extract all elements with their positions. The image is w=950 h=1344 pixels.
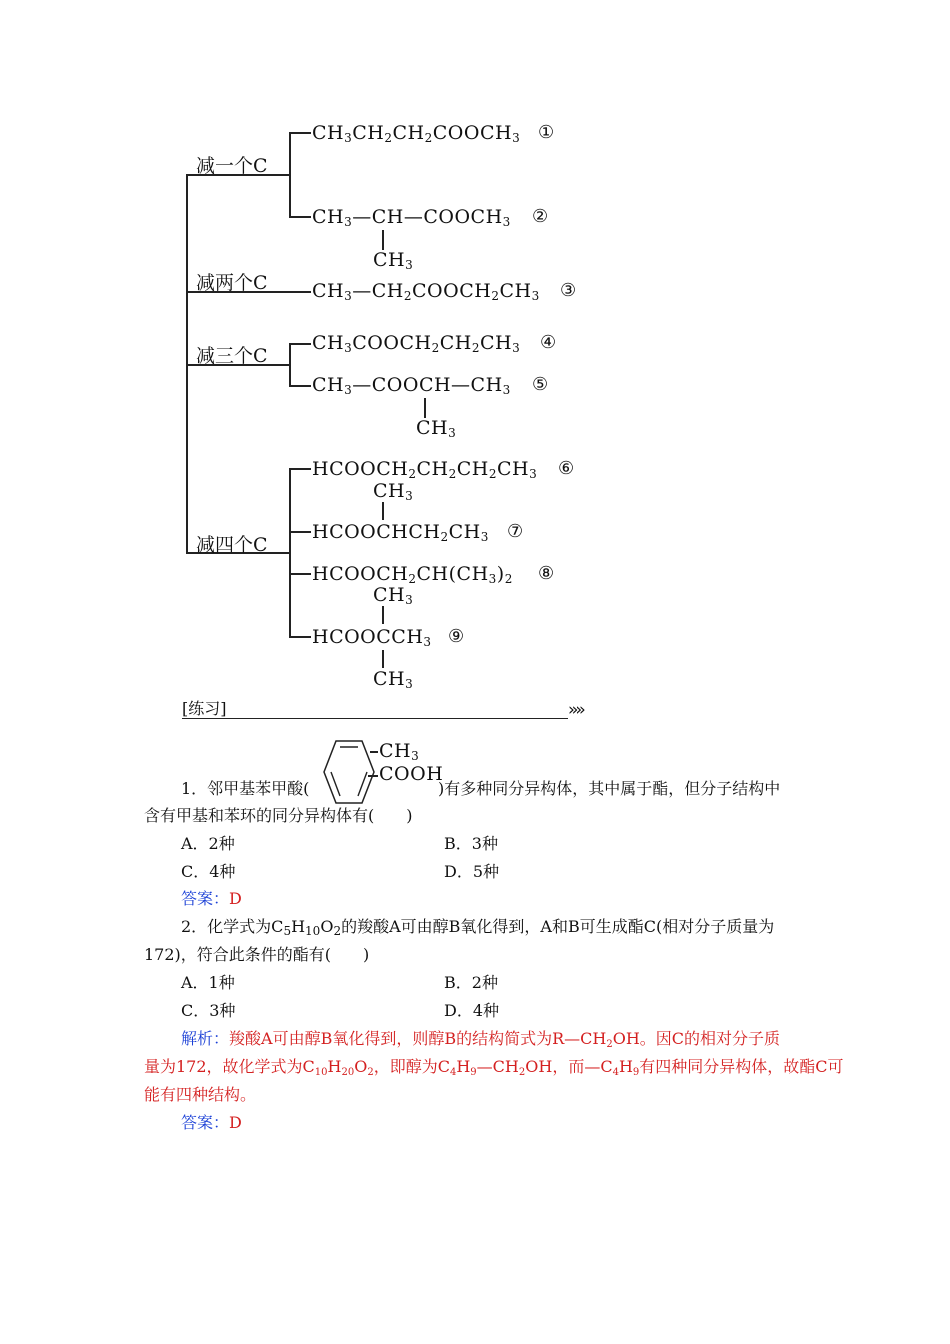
formula-9-branch-top: $CH_3$ [373, 584, 414, 607]
q2-option-d: D．4种 [444, 1001, 500, 1020]
q1-line1-end: )有多种同分异构体，其中属于酯，但分子结构中 [438, 779, 781, 798]
q1-option-a: A．2种 [181, 834, 235, 853]
formula-2: $CH_3—CH—COOCH_3$ [312, 206, 511, 229]
q2-analysis-line3: 能有四种结构。 [144, 1085, 257, 1104]
q2-analysis-line2: 量为172，故化学式为$C_{10}H_{20}O_2$，即醇为$C_4H_9—CH_2OH$，而$—C_4H_9$有四种同分异构体，故酯C可 [144, 1057, 844, 1078]
tree-trunk [186, 174, 188, 552]
q2-option-b: B．2种 [444, 973, 498, 992]
formula-3: $CH_3—CH_2COOCH_2CH_3$ [312, 280, 540, 303]
chevron-right-icon: »» [568, 700, 583, 720]
q1-answer: 答案：D [181, 889, 242, 908]
formula-8-number: ⑧ [538, 563, 555, 584]
q2-line2: 172)，符合此条件的酯有( ) [144, 945, 370, 964]
branch4-label: 减四个C [196, 534, 268, 556]
formula-5: $CH_3—COOCH—CH_3$ [312, 374, 511, 397]
formula-9-number: ⑨ [448, 626, 465, 647]
q1-option-c: C．4种 [181, 862, 236, 881]
formula-9-bond-bottom [382, 650, 384, 668]
formula-9: $HCOOCCH_3$ [312, 626, 432, 649]
branch2-label: 减两个C [196, 272, 268, 294]
formula-4-number: ④ [540, 332, 557, 353]
practice-header: [练习] [182, 699, 227, 718]
q1-line1-start: 1．邻甲基苯甲酸( [181, 779, 310, 798]
formula-7-branch: $CH_3$ [373, 480, 414, 503]
formula-5-bond [424, 398, 426, 418]
formula-3-number: ③ [560, 280, 577, 301]
branch3-bracket [289, 343, 291, 385]
formula-4: $CH_3COOCH_2CH_2CH_3$ [312, 332, 521, 355]
q1-struct-methyl: $CH_3$ [379, 740, 420, 763]
formula-2-branch: $CH_3$ [373, 249, 414, 272]
q2-line1: 2．化学式为$C_5H_{10}O_2$的羧酸A可由醇B氧化得到，A和B可生成酯C(相对分子质量为 [181, 917, 775, 938]
formula-7-number: ⑦ [507, 521, 524, 542]
branch4-bracket [289, 468, 291, 636]
q2-option-a: A．1种 [181, 973, 235, 992]
q2-answer: 答案：D [181, 1113, 242, 1132]
branch3-label: 减三个C [196, 345, 268, 367]
q2-analysis-line1: 解析：羧酸A可由醇B氧化得到，则醇B的结构简式为$R—CH_2OH$。因C的相对分子质 [181, 1029, 781, 1050]
practice-header-rule [182, 718, 568, 719]
branch1-label: 减一个C [196, 155, 268, 177]
formula-5-number: ⑤ [532, 374, 549, 395]
q1-line2: 含有甲基和苯环的同分异构体有( ) [144, 806, 413, 825]
formula-1-number: ① [538, 122, 555, 143]
q2-option-c: C．3种 [181, 1001, 236, 1020]
q1-struct-carboxyl: COOH [379, 763, 444, 785]
formula-8: $HCOOCH_2CH(CH_3)_2$ [312, 563, 513, 586]
q1-option-d: D．5种 [444, 862, 500, 881]
formula-2-bond [382, 230, 384, 250]
formula-5-branch: $CH_3$ [416, 417, 457, 440]
q1-option-b: B．3种 [444, 834, 498, 853]
formula-9-branch-bottom: $CH_3$ [373, 668, 414, 691]
formula-1: $CH_3CH_2CH_2COOCH_3$ [312, 122, 521, 145]
benzene-ring-icon [310, 737, 382, 807]
formula-6-number: ⑥ [558, 458, 575, 479]
formula-7-bond [382, 502, 384, 520]
formula-9-bond-top [382, 606, 384, 624]
formula-6: $HCOOCH_2CH_2CH_2CH_3$ [312, 458, 538, 481]
formula-7: $HCOOCHCH_2CH_3$ [312, 521, 489, 544]
formula-2-number: ② [532, 206, 549, 227]
branch1-bracket [289, 132, 291, 216]
